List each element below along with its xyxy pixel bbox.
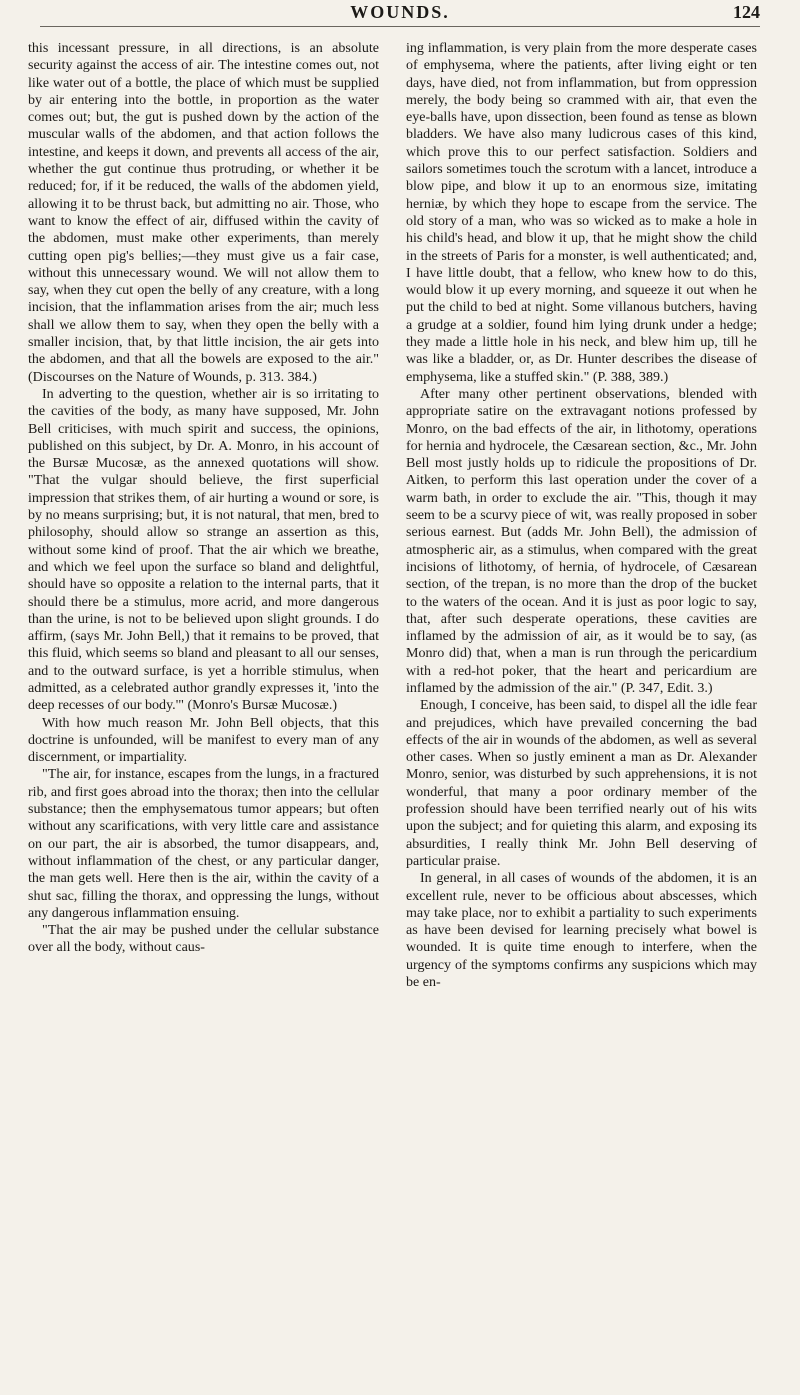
paragraph: this incessant pressure, in all directions, is an absolute security against the access of air. The intestine comes out, not like water out of a bottle, the place of which must be supplied by air entering into the bottle, in proportion as the water comes out; but, the gut is pushed down by the action of the muscular walls of the abdomen, and that action follows the intestine, and keeps it down, and prevents all access of the air, whether the gut continue thus protruding, or whether it be reduced; for, if it be reduced, the walls of the abdomen yield, allowing it to be thrust back, but admitting no air. Those, who want to know the effect of air, diffused within the cavity of the abdomen, must make other experiments, than merely cutting open pig's bellies;—they must give us a fair case, without this unnecessary wound. We will not allow them to say, when they cut open the belly of any creature, with a long incision, that the inflammation arises from the air; much less shall we allow them to say, when they open the belly with a smaller incision, that, by that little incision, the air gets into the abdomen, and that all the bowels are exposed to the air." (Discourses on the Nature of Wounds, p. 313. 384.) (28, 40, 379, 385)
running-title: WOUNDS. (350, 2, 450, 22)
header-rule (40, 26, 760, 27)
page-number: 124 (733, 2, 760, 22)
paragraph: ing inflammation, is very plain from the more desperate cases of emphysema, where the patients, after living eight or ten days, have died, not from inflammation, but from oppression merely, the body being so crammed with air, that even the eye-balls have, upon dissection, been found as tense as blown bladders. We have also many ludicrous cases of this kind, which prove this to our perfect satisfaction. Soldiers and sailors sometimes touch the scrotum with a lancet, introduce a blow pipe, and blow it up to an enormous size, imitating herniæ, by which they hope to escape from the service. The old story of a man, who was so wicked as to make a hole in his child's head, and blow it up, that he might show the child in the streets of Paris for a monster, is well authenticated; and, I have little doubt, that a fellow, who knew how to do this, would blow it up every morning, and squeeze it out when he put the child to bed at night. Some villanous butchers, having a grudge at a soldier, found him lying drunk under a hedge; they made a little hole in his neck, and blew him up, till he was like a bladder, or, as Dr. Hunter describes the disease of emphysema, like a stuffed skin." (P. 388, 389.) (406, 40, 757, 385)
paragraph: Enough, I conceive, has been said, to dispel all the idle fear and prejudices, which have prevailed concerning the bad effects of the air in wounds of the abdomen, as well as several other cases. When so justly eminent a man as Dr. Alexander Monro, senior, was disturbed by such apprehensions, it is not wonderful, that many a poor ordinary member of the profession should have been terrified nearly out of his wits upon the subject; and for quieting this alarm, and exposing its absurdities, I really think Mr. John Bell deserving of particular praise. (406, 697, 757, 869)
paragraph: With how much reason Mr. John Bell objects, that this doctrine is unfounded, will be manifest to every man of any discernment, or impartiality. (28, 714, 379, 766)
paragraph: "That the air may be pushed under the cellular substance over all the body, without caus- (28, 922, 379, 956)
paragraph: "The air, for instance, escapes from the lungs, in a fractured rib, and first goes abroad into the thorax; then into the cellular substance; then the emphysematous tumor appears; but often without any scarifications, with very little care and assistance on our part, the air is absorbed, the tumor disappears, and, without inflammation of the chest, or any particular danger, the man gets well. Here then is the air, within the cavity of a shut sac, filling the thorax, and oppressing the lungs, without any dangerous inflammation ensuing. (28, 766, 379, 921)
right-column (406, 40, 757, 1385)
paragraph: In adverting to the question, whether air is so irritating to the cavities of the body, as many have supposed, Mr. John Bell criticises, with much spirit and success, the opinions, published on this subject, by Dr. A. Monro, in his account of the Bursæ Mucosæ, as the annexed quotations will show. "That the vulgar should believe, the first superficial impression that strikes them, of air hurting a wound or sore, is by no means surprising; but, it is not natural, that men, bred to philosophy, should allow so strange an assertion as this, without some kind of proof. That the air which we breathe, and which we feel upon the surface so bland and delightful, should have so opposite a relation to the internal parts, that it should there be a stimulus, more acrid, and more dangerous than the urine, is not to be believed upon slight grounds. I do affirm, (says Mr. John Bell,) that it remains to be proved, that this fluid, which seems so bland and pleasant to all our senses, and to the outward surface, is yet a horrible stimulus, when admitted, as a celebrated author grandly expresses it, 'into the deep recesses of our body.'" (Monro's Bursæ Mucosæ.) (28, 385, 379, 714)
paragraph: In general, in all cases of wounds of the abdomen, it is an excellent rule, never to be officious about abscesses, which may take place, nor to exhibit a partiality to such experiments as have been devised for learning precisely what bowel is wounded. It is quite time enough to interfere, when the urgency of the symptoms confirms any suspicions which may be en- (406, 870, 757, 991)
paragraph: After many other pertinent observations, blended with appropriate satire on the extravagant notions professed by Monro, on the bad effects of the air, in lithotomy, operations for hernia and hydrocele, the Cæsarean section, &c., Mr. John Bell most justly holds up to ridicule the propositions of Dr. Aitken, to perform this last operation under the cover of a warm bath, in order to exclude the air. "This, though it may seem to be a scurvy piece of wit, was really proposed in sober serious earnest. But (adds Mr. John Bell), the admission of atmospheric air, as a stimulus, when compared with the great incisions of lithotomy, of hernia, of hydrocele, of Cæsarean section, of the trepan, is no more than the drop of the bucket to the waters of the ocean. And it is just as poor logic to say, that, after such desperate operations, these cavities are inflamed by the admission of air, as it would be to say, (as Monro did) that, when a man is run through the pericardium with a red-hot poker, that the heart and pericardium are inflamed by the admission of the air." (P. 347, Edit. 3.) (406, 385, 757, 696)
left-column (28, 40, 379, 1385)
running-head (40, 2, 760, 28)
